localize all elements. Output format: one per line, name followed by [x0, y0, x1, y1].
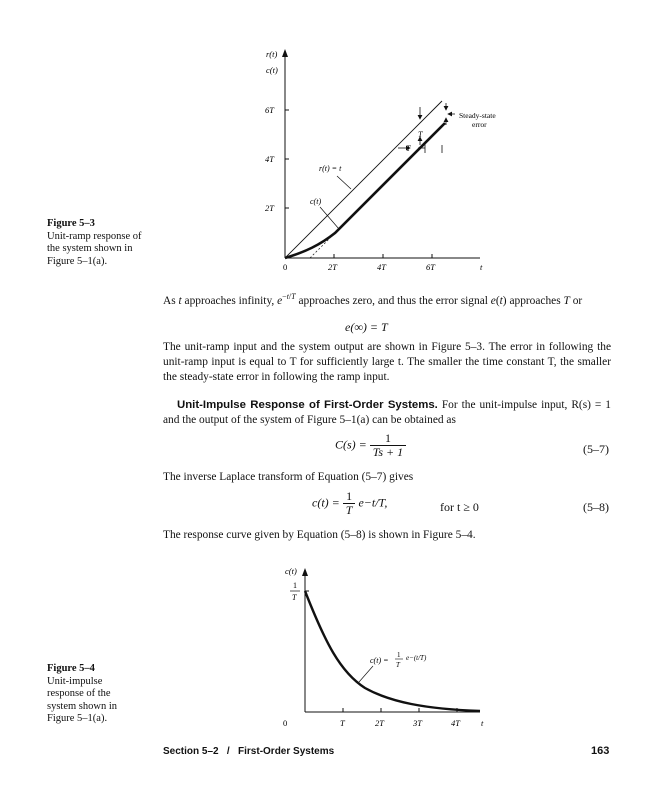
figure-5-4-caption-text: Unit-impulse response of the system shown in Figure 5–1(a).	[47, 675, 118, 724]
fig4-xtick-0: 0	[283, 718, 288, 728]
fig3-label-ct: c(t)	[310, 197, 322, 206]
footer-page-number: 163	[591, 745, 610, 757]
fig4-xtick-2T: 2T	[375, 718, 384, 728]
paragraph-5: The response curve given by Equation (5–8) is shown in Figure 5–4.	[163, 529, 476, 541]
eq57-den: Ts + 1	[372, 445, 404, 459]
fig3-label-rt: r(t) = t	[319, 164, 342, 173]
fig3-label-error: error	[472, 120, 487, 129]
fig3-xtick-t: t	[480, 262, 483, 272]
figure-5-4-caption-label: Figure 5–4	[47, 663, 95, 674]
equation-steady-state-error: e(∞) = T	[345, 320, 388, 334]
fig3-ytick-6T: 6T	[265, 105, 274, 115]
figure-5-3-caption	[47, 218, 147, 268]
fig3-ylabel-bottom: c(t)	[266, 65, 278, 75]
fig3-xtick-2T: 2T	[328, 262, 337, 272]
fig3-y-arrow	[282, 49, 288, 57]
fig3-label-T-lower: T	[406, 144, 411, 153]
paragraph-3	[163, 398, 611, 428]
fig3-ytick-4T: 4T	[265, 154, 274, 164]
figure-5-3-caption-label: Figure 5–3	[47, 218, 95, 229]
eq58-den: T	[345, 503, 353, 517]
fig4-curve-label-rhs: e−(t/T)	[406, 654, 427, 662]
eq58-lhs: c(t) =	[312, 495, 340, 510]
fig4-y-arrow	[302, 568, 308, 576]
eq58-rhs: e−t/T,	[358, 495, 388, 510]
section-heading-impulse: Unit-Impulse Response of First-Order Systems.	[177, 399, 438, 411]
fig4-xtick-4T: 4T	[451, 718, 460, 728]
fig4-ytick-num: 1	[293, 581, 297, 590]
fig3-ylabel-top: r(t)	[266, 49, 278, 59]
fig3-label-steady: Steady-state	[459, 111, 496, 120]
paragraph-1: As t approaches infinity, $e^{-t/T}$ approaches zero, and thus the error signal e(t) approaches T or	[163, 292, 583, 307]
fig3-xtick-0: 0	[283, 262, 288, 272]
equation-5-8	[312, 490, 387, 517]
fig4-curve-label-den: T	[396, 661, 400, 669]
fig4-xtick-3T: 3T	[413, 718, 422, 728]
equation-5-8-number: (5–8)	[583, 500, 609, 514]
fig4-ylabel: c(t)	[285, 566, 297, 576]
equation-5-7-number: (5–7)	[583, 442, 609, 456]
fig3-label-T-upper: T	[418, 130, 423, 139]
fig3-ytick-2T: 2T	[265, 203, 274, 213]
figure-5-3-chart	[250, 45, 530, 280]
eq57-num: 1	[370, 432, 406, 446]
fig4-xtick-t: t	[481, 718, 484, 728]
fig4-curve-label-num: 1	[397, 651, 401, 659]
equation-5-7	[335, 432, 406, 459]
fig4-ytick-den: T	[292, 593, 297, 602]
fig4-curve-label-lhs: c(t) =	[370, 656, 389, 665]
fig4-impulse-response-curve	[305, 591, 480, 711]
fig3-xtick-4T: 4T	[377, 262, 386, 272]
footer-section: Section 5–2 / First-Order Systems	[163, 746, 335, 757]
fig3-ramp-input-line	[285, 101, 442, 258]
figure-5-4-caption	[47, 663, 137, 726]
figure-5-3-caption-text: Unit-ramp response of the system shown in Figure 5–1(a).	[47, 230, 142, 267]
paragraph-2: The unit-ramp input and the system output are shown in Figure 5–3. The error in following the unit-ramp input is equal to T for sufficiently large t. The smaller the time constant T, the smaller the steady-state error in following the ramp input.	[163, 341, 611, 383]
fig3-ramp-response-curve	[285, 123, 445, 258]
paragraph-4: The inverse Laplace transform of Equation (5–7) gives	[163, 471, 414, 483]
eq58-num: 1	[343, 490, 356, 504]
equation-5-8-condition: for t ≥ 0	[440, 500, 479, 514]
paragraph-3-text: For the unit-impulse input, R(s) = 1 and the output of the system of Figure 5–1(a) can be obtained as	[163, 399, 611, 426]
fig4-xtick-T: T	[340, 718, 345, 728]
figure-5-4-chart	[275, 562, 495, 734]
fig3-xtick-6T: 6T	[426, 262, 435, 272]
eq57-lhs: C(s) =	[335, 437, 367, 452]
